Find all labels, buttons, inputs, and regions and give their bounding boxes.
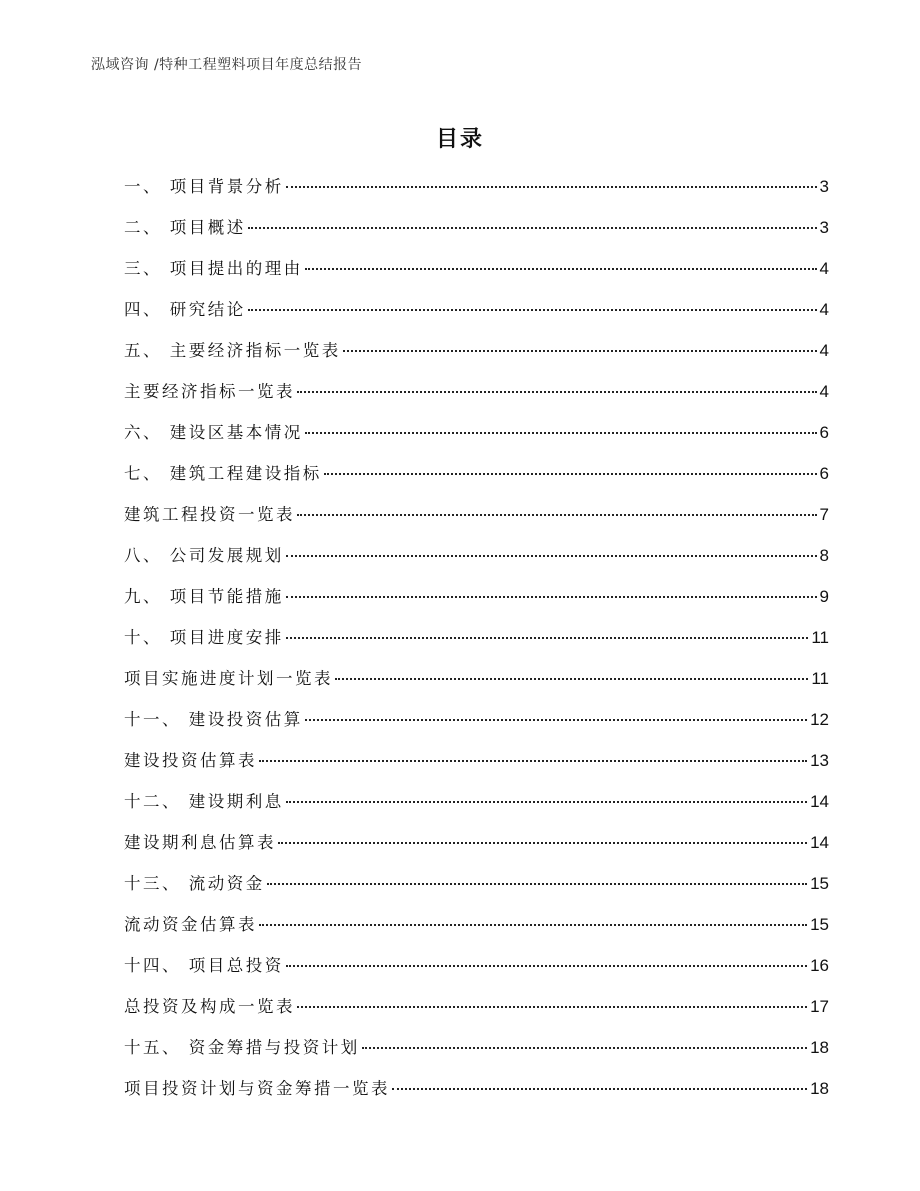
toc-entry-label: 九、 项目节能措施 [124, 587, 284, 606]
toc-entry-label: 项目投资计划与资金筹措一览表 [124, 1079, 390, 1098]
toc-entry-label: 建设期利息估算表 [124, 833, 276, 852]
toc-dot-leader [248, 309, 817, 311]
toc-dot-leader [259, 760, 807, 762]
toc-dot-leader [297, 514, 817, 516]
table-of-contents [124, 175, 829, 1118]
toc-entry-page-number: 15 [810, 874, 829, 893]
toc-entry[interactable] [124, 216, 829, 257]
toc-entry-page-number: 18 [810, 1079, 829, 1098]
toc-entry-page-number: 4 [819, 341, 829, 360]
toc-entry-label: 八、 公司发展规划 [124, 546, 284, 565]
toc-dot-leader [362, 1047, 807, 1049]
toc-dot-leader [305, 268, 817, 270]
toc-dot-leader [248, 227, 817, 229]
toc-dot-leader [392, 1088, 807, 1090]
toc-entry-page-number: 9 [819, 587, 829, 606]
toc-entry[interactable] [124, 913, 829, 954]
toc-entry-page-number: 15 [810, 915, 829, 934]
toc-entry-page-number: 4 [819, 259, 829, 278]
toc-dot-leader [305, 432, 817, 434]
toc-entry-page-number: 11 [811, 669, 829, 688]
toc-entry-label: 三、 项目提出的理由 [124, 259, 303, 278]
toc-entry-page-number: 18 [810, 1038, 829, 1057]
toc-entry-page-number: 8 [819, 546, 829, 565]
toc-entry[interactable] [124, 749, 829, 790]
toc-entry-page-number: 14 [810, 792, 829, 811]
toc-entry-label: 二、 项目概述 [124, 218, 246, 237]
toc-entry[interactable] [124, 1036, 829, 1077]
toc-entry-label: 十一、 建设投资估算 [124, 710, 303, 729]
toc-entry-page-number: 6 [819, 464, 829, 483]
toc-entry[interactable] [124, 544, 829, 585]
toc-entry-label: 十五、 资金筹措与投资计划 [124, 1038, 360, 1057]
toc-dot-leader [286, 596, 817, 598]
toc-dot-leader [286, 637, 809, 639]
toc-entry[interactable] [124, 626, 829, 667]
toc-dot-leader [297, 1006, 807, 1008]
toc-dot-leader [259, 924, 807, 926]
toc-entry-label: 项目实施进度计划一览表 [124, 669, 333, 688]
page-title: 目录 [435, 127, 484, 152]
toc-entry-label: 六、 建设区基本情况 [124, 423, 303, 442]
toc-entry-page-number: 3 [819, 177, 829, 196]
toc-entry-label: 流动资金估算表 [124, 915, 257, 934]
toc-entry-label: 十二、 建设期利息 [124, 792, 284, 811]
toc-entry-page-number: 11 [811, 628, 829, 647]
toc-entry-label: 总投资及构成一览表 [124, 997, 295, 1016]
toc-dot-leader [297, 391, 817, 393]
toc-entry-page-number: 6 [819, 423, 829, 442]
toc-entry-label: 一、 项目背景分析 [124, 177, 284, 196]
toc-dot-leader [335, 678, 808, 680]
toc-dot-leader [286, 801, 807, 803]
toc-entry[interactable] [124, 831, 829, 872]
toc-dot-leader [278, 842, 807, 844]
toc-entry[interactable] [124, 708, 829, 749]
toc-entry-page-number: 13 [810, 751, 829, 770]
toc-entry-label: 七、 建筑工程建设指标 [124, 464, 322, 483]
toc-entry-label: 四、 研究结论 [124, 300, 246, 319]
toc-entry-label: 建筑工程投资一览表 [124, 505, 295, 524]
running-header: 泓域咨询 /特种工程塑料项目年度总结报告 [91, 57, 363, 73]
toc-entry-label: 五、 主要经济指标一览表 [124, 341, 341, 360]
toc-dot-leader [343, 350, 817, 352]
toc-entry-page-number: 7 [819, 505, 829, 524]
toc-entry[interactable] [124, 257, 829, 298]
toc-entry[interactable] [124, 339, 829, 380]
toc-entry[interactable] [124, 462, 829, 503]
toc-dot-leader [305, 719, 807, 721]
toc-entry[interactable] [124, 298, 829, 339]
toc-entry[interactable] [124, 995, 829, 1036]
toc-entry-page-number: 12 [810, 710, 829, 729]
toc-entry[interactable] [124, 421, 829, 462]
toc-entry[interactable] [124, 667, 829, 708]
toc-dot-leader [286, 555, 817, 557]
toc-entry-page-number: 14 [810, 833, 829, 852]
toc-entry[interactable] [124, 872, 829, 913]
toc-entry[interactable] [124, 585, 829, 626]
toc-entry-page-number: 4 [819, 300, 829, 319]
toc-entry-page-number: 16 [810, 956, 829, 975]
toc-entry-label: 十四、 项目总投资 [124, 956, 284, 975]
toc-entry[interactable] [124, 790, 829, 831]
toc-entry[interactable] [124, 1077, 829, 1118]
toc-dot-leader [286, 186, 817, 188]
toc-entry-label: 十三、 流动资金 [124, 874, 265, 893]
toc-entry-page-number: 17 [810, 997, 829, 1016]
toc-entry[interactable] [124, 503, 829, 544]
toc-dot-leader [267, 883, 807, 885]
toc-entry-label: 主要经济指标一览表 [124, 382, 295, 401]
toc-entry[interactable] [124, 954, 829, 995]
toc-dot-leader [286, 965, 807, 967]
toc-entry-page-number: 3 [819, 218, 829, 237]
toc-entry-label: 十、 项目进度安排 [124, 628, 284, 647]
toc-entry[interactable] [124, 175, 829, 216]
toc-dot-leader [324, 473, 817, 475]
toc-entry-label: 建设投资估算表 [124, 751, 257, 770]
toc-entry-page-number: 4 [819, 382, 829, 401]
toc-entry[interactable] [124, 380, 829, 421]
